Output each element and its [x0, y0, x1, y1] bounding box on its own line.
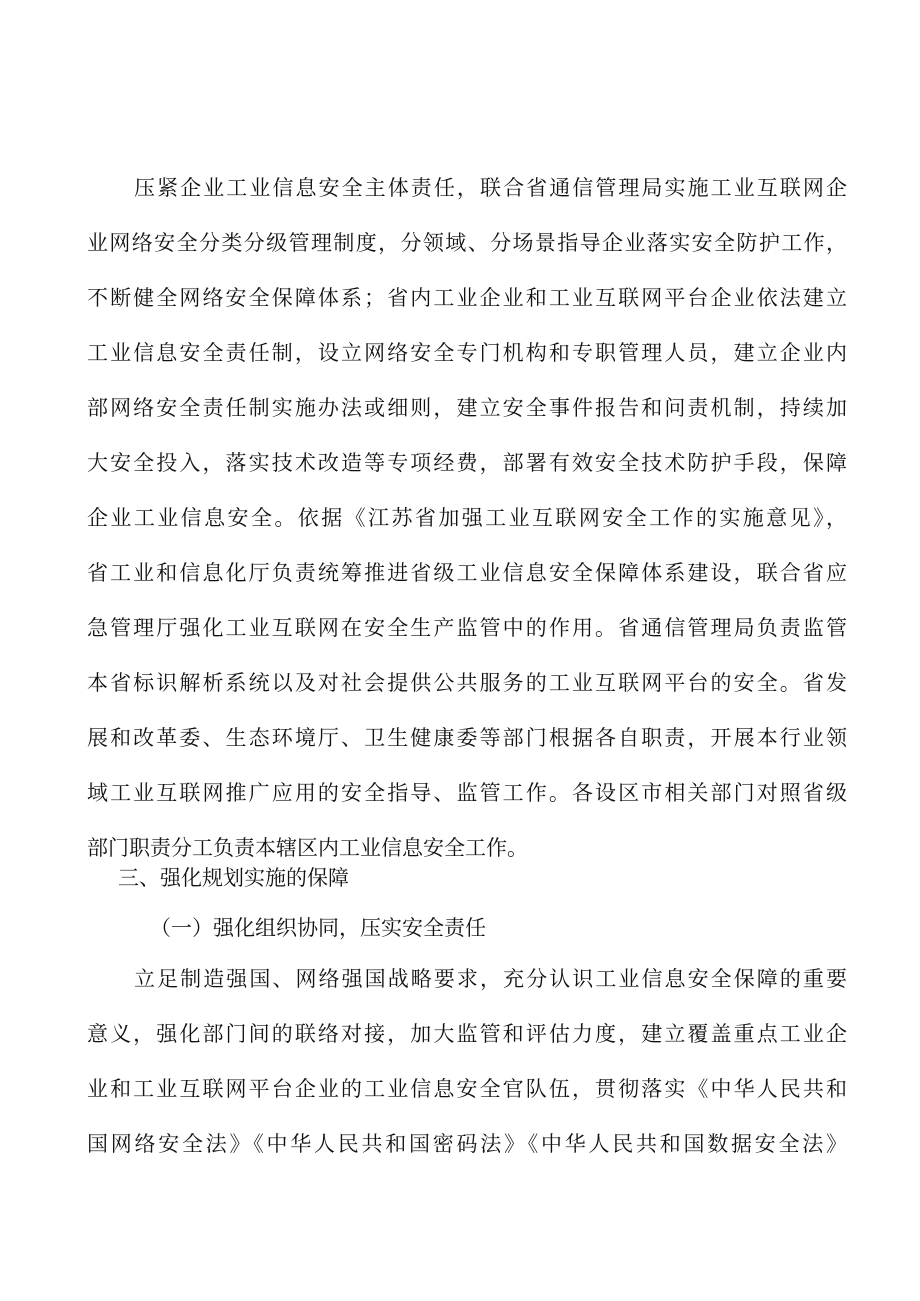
paragraph-line: 国网络安全法》《中华人民共和国密码法》《中华人民共和国数据安全法》 — [87, 1132, 847, 1156]
paragraph-line: 展和改革委、生态环境厅、卫生健康委等部门根据各自职责，开展本行业领 — [87, 726, 847, 750]
paragraph-line: 业和工业互联网平台企业的工业信息安全官队伍，贯彻落实《中华人民共和 — [87, 1077, 847, 1101]
paragraph-line: 急管理厅强化工业互联网在安全生产监管中的作用。省通信管理局负责监管 — [87, 616, 847, 640]
paragraph-line: 不断健全网络安全保障体系；省内工业企业和工业互联网平台企业依法建立 — [87, 286, 847, 310]
paragraph-line: 立足制造强国、网络强国战略要求，充分认识工业信息安全保障的重要 — [134, 967, 847, 991]
paragraph-line: 意义，强化部门间的联络对接，加大监管和评估力度，建立覆盖重点工业企 — [87, 1022, 847, 1046]
paragraph-line: 省工业和信息化厅负责统筹推进省级工业信息安全保障体系建设，联合省应 — [87, 561, 847, 585]
paragraph-line: 部门职责分工负责本辖区内工业信息安全工作。 — [87, 836, 528, 860]
paragraph-line: 业网络安全分类分级管理制度，分领域、分场景指导企业落实安全防护工作， — [87, 231, 847, 255]
paragraph-line: 大安全投入，落实技术改造等专项经费，部署有效安全技术防护手段，保障 — [87, 451, 847, 475]
paragraph-line: 部网络安全责任制实施办法或细则，建立安全事件报告和问责机制，持续加 — [87, 396, 847, 420]
paragraph-line: 域工业互联网推广应用的安全指导、监管工作。各设区市相关部门对照省级 — [87, 781, 847, 805]
paragraph-line: 企业工业信息安全。依据《江苏省加强工业互联网安全工作的实施意见》， — [87, 506, 847, 530]
section-heading: 三、强化规划实施的保障 — [118, 866, 349, 890]
paragraph-line: 本省标识解析系统以及对社会提供公共服务的工业互联网平台的安全。省发 — [87, 671, 847, 695]
subsection-heading: （一）强化组织协同，压实安全责任 — [150, 916, 486, 940]
paragraph-line: 压紧企业工业信息安全主体责任，联合省通信管理局实施工业互联网企 — [134, 176, 847, 200]
paragraph-line: 工业信息安全责任制，设立网络安全专门机构和专职管理人员，建立企业内 — [87, 341, 847, 365]
